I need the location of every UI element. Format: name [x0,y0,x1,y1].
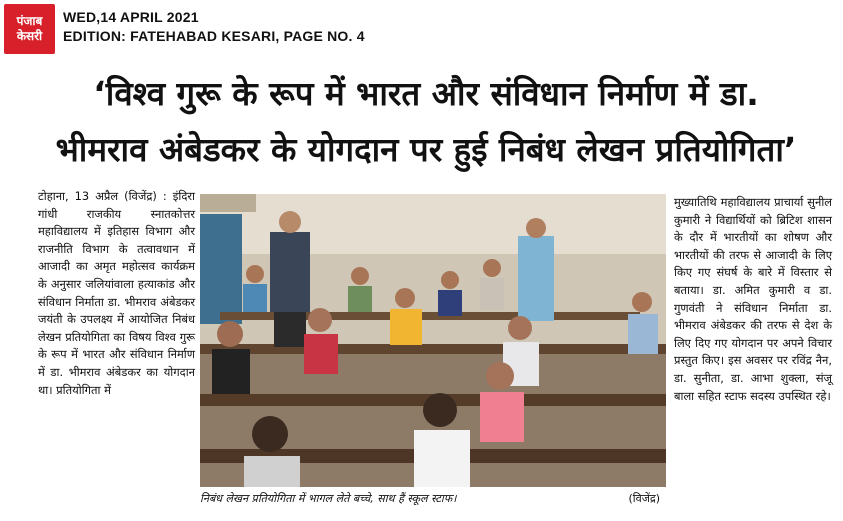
news-photo [200,194,666,487]
newspaper-logo [4,4,55,54]
article-column-left: टोहाना, 13 अप्रैल (विजेंद्र) : इंदिरा गांधी राजकीय स्नातकोत्तर महाविद्यालय में इतिहास विभाग और राजनीति विभाग के तत्वावधान में आजादी का अमृत महोत्सव कार्यक्रम के अनुसार जलियांवाला हत्याकांड और संविधान निर्माता डा. भीमराव अंबेडकर जयंती के उपलक्ष्य में आयोजित निबंध लेखन प्रतियोगिता का विषय विश्व गुरू के रूप में भारत और संविधान निर्माण में डा. भीमराव अंबेडकर का योगदान था। प्रतियोगिता में [38,189,195,397]
article-column-right: मुख्यातिथि महाविद्यालय प्राचार्या सुनील कुमारी ने विद्यार्थियों को ब्रिटिश शासन के दौर में भारतीयों का शोषण और भारतीयों की तरफ से आजादी के लिए किए गए संघर्ष के बारे में विस्तार से बताया। डा. अमित कुमारी व डा. गुणवंती ने संविधान निर्माता डा. भीमराव अंबेडकर की तरफ से देश के लिए दिए गए योगदान पर अपने विचार प्रस्तुत किए। इस अवसर पर रविंद्र नैन, डा. सुनीता, डा. आभा शुक्ला, संजू बाला सहित स्टाफ सदस्य उपस्थित रहे। [674,195,832,403]
edition-info: EDITION: FATEHABAD KESARI, PAGE NO. 4 [63,28,365,44]
edition-meta [63,8,365,46]
publication-date: WED,14 APRIL 2021 [63,9,199,25]
logo-text-line2: केसरी [16,29,43,43]
classroom-photo-illustration [200,194,666,487]
headline-line-2: भीमराव अंबेडकर के योगदान पर हुई निबंध लेखन प्रतियोगिता’ [55,130,797,169]
logo-text-line1: पंजाब [16,14,43,28]
photo-caption: निबंध लेखन प्रतियोगिता में भागल लेते बच्चे, साथ हैं स्कूल स्टाफ। [200,492,457,505]
headline-line-1: ‘विश्व गुरू के रूप में भारत और संविधान निर्माण में डा. [93,74,759,113]
photo-credit: (विजेंद्र) [628,492,660,505]
headline [20,66,832,178]
photo-caption-row [200,490,666,508]
